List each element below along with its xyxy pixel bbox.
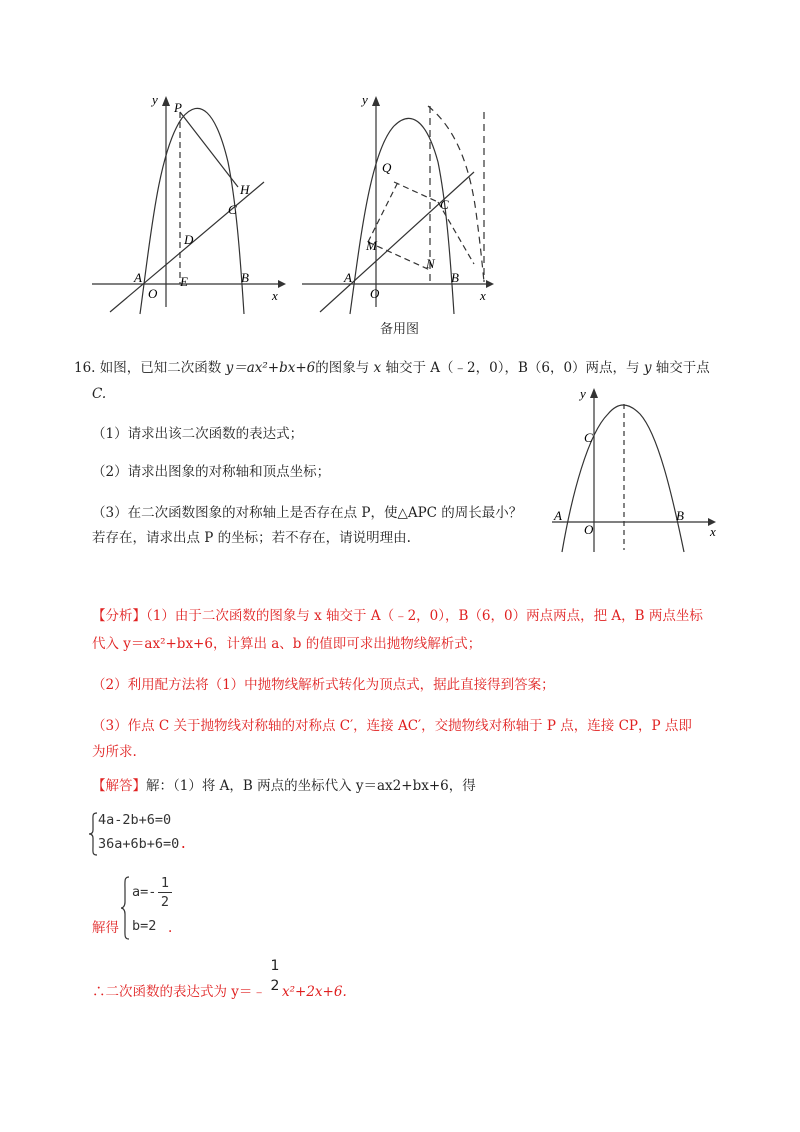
label-b: B: [676, 508, 684, 523]
label-y: y: [362, 92, 368, 107]
problem-16-line2: C.: [92, 386, 107, 402]
line-ac: [320, 172, 474, 312]
question-3-line2: 若存在，请求出点 P 的坐标；若不存在，请说明理由.: [92, 530, 411, 546]
question-3-line1: （3）在二次函数图象的对称轴上是否存在点 P，使△APC 的周长最小？: [92, 505, 523, 521]
y-arrow: [372, 96, 380, 106]
figure-2-caption: 备用图: [380, 322, 420, 337]
label-x: x: [710, 524, 716, 539]
brace-1: [88, 812, 98, 856]
label-o: O: [584, 522, 594, 537]
analysis-line1: 【分析】（1）由于二次函数的图象与 x 轴交于 A（﹣2，0），B（6，0）两点两点，把 A，B 两点坐标: [92, 608, 703, 624]
problem-number: 16.: [74, 360, 96, 376]
label-d: D: [184, 232, 194, 247]
system-2-end: .: [168, 920, 173, 936]
label-y: y: [152, 92, 158, 107]
y-arrow: [162, 96, 170, 106]
label-c: C: [440, 197, 449, 212]
analysis-line2: 代入 y＝ax²+bx+6，计算出 a、b 的值即可求出抛物线解析式；: [92, 636, 482, 652]
x-arrow: [486, 280, 494, 288]
system-1-row2: 36a+6b+6=0.: [98, 836, 188, 852]
y-arrow: [590, 388, 598, 398]
label-c: C: [584, 430, 593, 445]
solve-label: 解得: [92, 920, 119, 936]
label-m: M: [366, 238, 377, 253]
dashed-mq: [368, 182, 398, 242]
x-arrow: [278, 280, 286, 288]
system-2-fraction: 1 2: [158, 874, 172, 911]
label-p: P: [174, 100, 182, 115]
analysis-line5: 为所求.: [92, 744, 137, 760]
solution-intro: 【解答】解：（1）将 A，B 两点的坐标代入 y＝ax2+bx+6，得: [92, 778, 476, 794]
line-ac: [110, 182, 264, 312]
final-answer-suffix: x²+2x+6.: [282, 984, 347, 1000]
label-a: A: [134, 270, 142, 285]
parabola: [562, 405, 684, 552]
question-2: （2）请求出图象的对称轴和顶点坐标；: [92, 464, 331, 480]
label-b: B: [451, 270, 459, 285]
analysis-tag: 【分析】: [92, 608, 146, 624]
solution-tag: 【解答】: [92, 778, 146, 794]
analysis-line3: （2）利用配方法将（1）中抛物线解析式转化为顶点式，据此直接得到答案；: [92, 677, 555, 693]
figure-2: [298, 92, 498, 317]
label-o: O: [148, 286, 158, 301]
system-1-row1: 4a-2b+6=0: [98, 812, 172, 828]
dashed-parabola: [428, 106, 484, 282]
label-n: N: [426, 256, 435, 271]
label-o: O: [370, 286, 380, 301]
label-c: C: [228, 202, 237, 217]
brace-2: [120, 876, 130, 940]
label-b: B: [241, 270, 249, 285]
label-e: E: [180, 274, 188, 289]
final-fraction: 1 2: [270, 958, 280, 994]
label-x: x: [272, 288, 278, 303]
parabola: [350, 118, 454, 314]
dashed-qc: [394, 182, 438, 202]
label-y: y: [580, 386, 586, 401]
system-2-row2: b=2: [132, 918, 157, 934]
label-h: H: [240, 182, 250, 197]
figure-1: [88, 92, 288, 317]
label-a: A: [554, 508, 562, 523]
system-2-row1: a=-: [132, 884, 157, 900]
label-x: x: [480, 288, 486, 303]
segment-ph: [180, 112, 238, 187]
label-q: Q: [382, 160, 392, 175]
final-answer-prefix: ∴二次函数的表达式为 y＝﹣: [92, 984, 266, 1000]
question-1: （1）请求出该二次函数的表达式；: [92, 426, 304, 442]
figure-3: [548, 384, 728, 554]
dashed-mn: [368, 242, 430, 270]
label-a: A: [344, 270, 352, 285]
analysis-line4: （3）作点 C 关于抛物线对称轴的对称点 C′，连接 AC′，交抛物线对称轴于 P 点，连接 CP，P 点即: [92, 718, 692, 734]
problem-16-line1: 16. 如图，已知二次函数 y＝ax²+bx+6的图象与 x 轴交于 A（﹣2，0），B（6，0）两点，与 y 轴交于点: [74, 360, 710, 376]
